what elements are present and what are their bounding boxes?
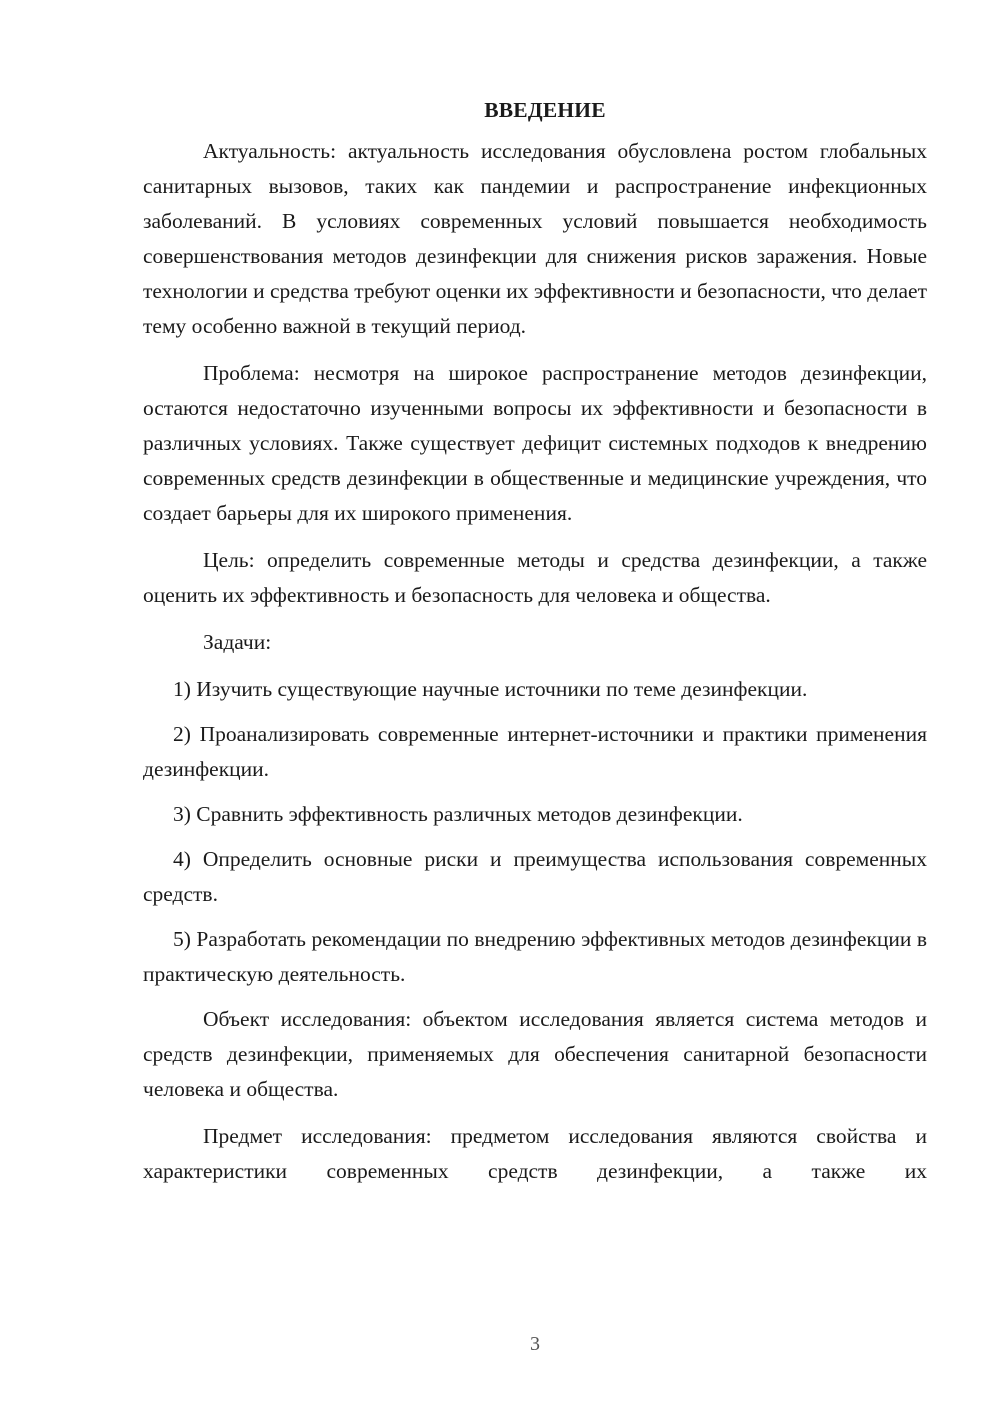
page-number: 3 (530, 1333, 540, 1355)
paragraph-object: Объект исследования: объектом исследования является система методов и средств дезинфекции, применяемых для обеспечения санитарной безопасности человека и общества. (143, 1007, 927, 1101)
task-item-5: 5) Разработать рекомендации по внедрению эффективных методов дезинфекции в практическую деятельность. (143, 927, 927, 986)
paragraph-subject: Предмет исследования: предметом исследования являются свойства и характеристики современных средств дезинфекции, а также их (143, 1124, 927, 1183)
paragraph-goal: Цель: определить современные методы и средства дезинфекции, а также оценить их эффективность и безопасность для человека и общества. (143, 548, 927, 607)
page-content (143, 93, 927, 1189)
task-item-3: 3) Сравнить эффективность различных методов дезинфекции. (173, 802, 743, 826)
task-item-2: 2) Проанализировать современные интернет-источники и практики применения дезинфекции. (143, 722, 927, 781)
paragraph-problem: Проблема: несмотря на широкое распространение методов дезинфекции, остаются недостаточно изученными вопросы их эффективности и безопасности в различных условиях. Также существует дефицит системных подходов к внедрению современных средств дезинфекции в общественные и медицинские учреждения, что создает барьеры для их широкого применения. (143, 361, 927, 525)
paragraph-tasks-heading: Задачи: (203, 630, 272, 654)
section-title: ВВЕДЕНИЕ (484, 98, 606, 122)
task-item-4: 4) Определить основные риски и преимущества использования современных средств. (143, 847, 927, 906)
task-item-1: 1) Изучить существующие научные источники по теме дезинфекции. (173, 677, 808, 701)
paragraph-relevance: Актуальность: актуальность исследования обусловлена ростом глобальных санитарных вызовов, таких как пандемии и распространение инфекционных заболеваний. В условиях современных условий повышается необходимость совершенствования методов дезинфекции для снижения рисков заражения. Новые технологии и средства требуют оценки их эффективности и безопасности, что делает тему особенно важной в текущий период. (143, 139, 927, 338)
